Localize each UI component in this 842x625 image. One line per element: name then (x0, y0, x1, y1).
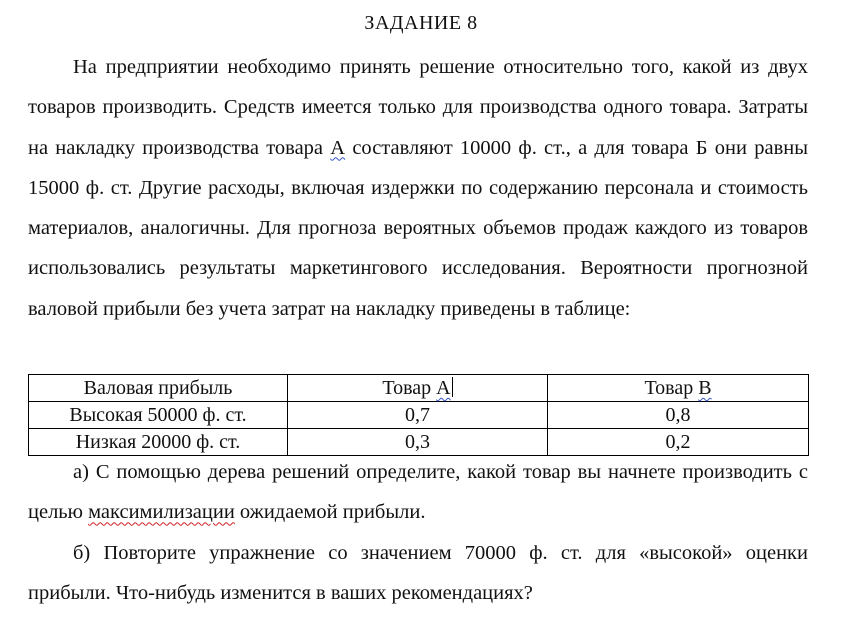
problem-text-part1: На предприятии необходимо принять решение относительно того, какой из двух товаров производить. Средств имеется только для производства одного товара. Затраты на накладку производства товара (28, 56, 808, 159)
probability-table (28, 374, 809, 456)
row-value-b: 0,8 (548, 402, 809, 429)
task-a-part1: а) С помощью дерева решений определите, какой товар вы начнете производить с целью (28, 461, 808, 524)
row-value-a: 0,3 (288, 429, 548, 456)
task-a (28, 452, 808, 533)
table-row (29, 402, 809, 429)
problem-statement (28, 47, 808, 329)
task-a-misspelled-word: максимилизации (88, 501, 235, 524)
header-gross-profit: Валовая прибыль (29, 375, 288, 402)
header-product-a-letter: А (436, 377, 451, 399)
row-value-a: 0,7 (288, 402, 548, 429)
header-product-a-prefix: Товар (382, 377, 437, 399)
row-label: Низкая 20000 ф. ст. (29, 429, 288, 456)
row-label: Высокая 50000 ф. ст. (29, 402, 288, 429)
text-cursor (452, 377, 453, 397)
header-product-b (548, 375, 809, 402)
task-b: б) Повторите упражнение со значением 70000 ф. ст. для «высокой» оценки прибыли. Что-нибудь изменится в ваших рекомендациях? (28, 542, 808, 605)
task-a-part2: ожидаемой прибыли. (234, 501, 426, 524)
table-header-row (29, 375, 809, 402)
row-value-b: 0,2 (548, 429, 809, 456)
problem-text-part2: составляют 10000 ф. ст., а для товара Б они равны 15000 ф. ст. Другие расходы, включая издержки по содержанию персонала и стоимость материалов, аналогичны. Для прогноза вероятных объемов продаж каждого из товаров использовались результаты маркетингового исследования. Вероятности прогнозной валовой прибыли без учета затрат на накладку приведены в таблице: (28, 136, 808, 320)
task-title: ЗАДАНИЕ 8 (364, 12, 478, 34)
product-a-letter: А (330, 136, 346, 159)
header-product-a (288, 375, 548, 402)
header-product-b-letter: В (698, 377, 712, 399)
header-product-b-prefix: Товар (644, 377, 699, 399)
